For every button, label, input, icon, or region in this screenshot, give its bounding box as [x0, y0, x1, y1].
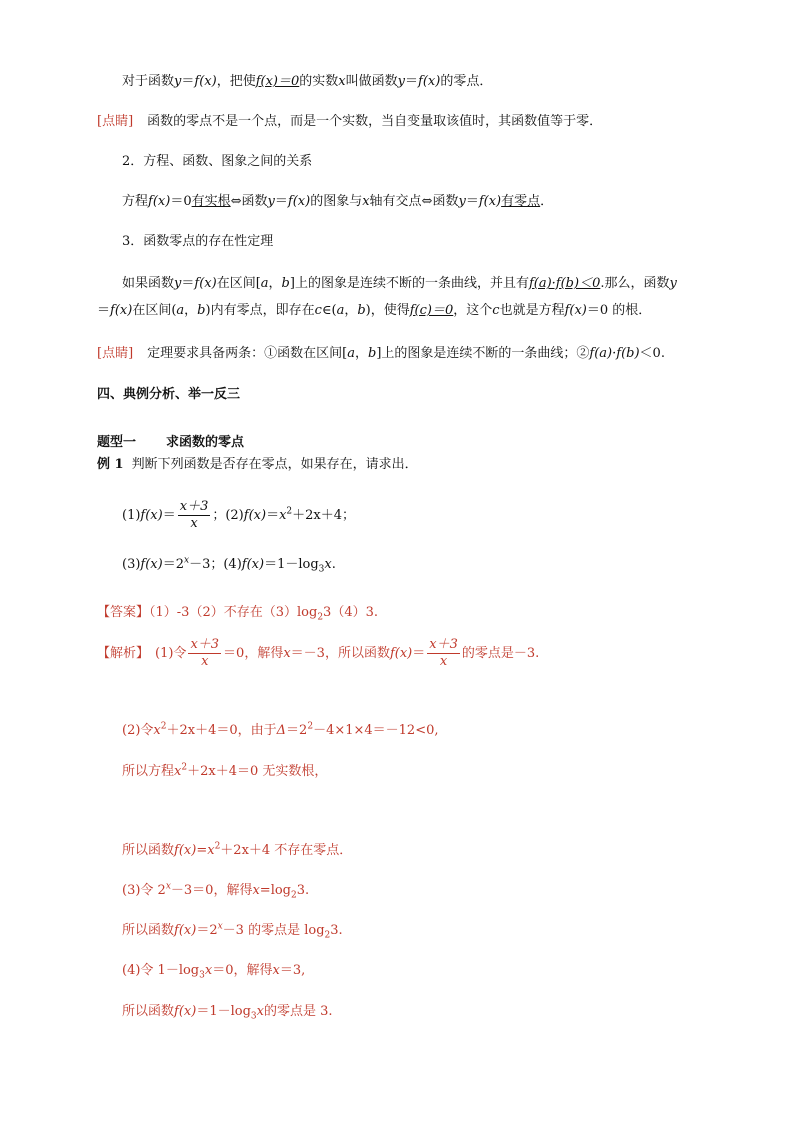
note-tag: [点睛] — [97, 114, 134, 129]
solution-4-line-2: 所以函数$f(x)=1-\log_3x$的零点是 3. — [122, 1004, 333, 1022]
analysis-tag: 【解析】 — [97, 646, 150, 661]
answer-line: 【答案】（1）-3（2）不存在$(3)\log_23(4)3$. — [97, 605, 378, 623]
solution-2-line-2: 所以方程$x^2+2x+4=0$ 无实数根， — [122, 762, 328, 779]
solution-3-line-2: 所以函数$f(x)=2^x-3$ 的零点是 $\log_23$. — [122, 921, 343, 941]
fraction: $\frac{x+3}{x}$ — [429, 637, 458, 669]
solution-4-line-1: (4)令 $1-\log_3x=0$，解得x＝3, — [122, 963, 306, 981]
definition-line: 对于函数y＝f(x)，把使f(x)＝0的实数x叫做函数y＝f(x)的零点． — [122, 74, 493, 89]
type-1-heading: 题型一 求函数的零点 — [97, 435, 245, 450]
theorem-line-1: 如果函数y＝f(x)在区间[a，b]上的图象是连续不断的一条曲线，并且有f(a)·f(b)＜0.那么，函数y — [122, 276, 677, 291]
equivalence-line: 方程f(x)＝0有实根⇔函数y＝f(x)的图象与x轴有交点⇔函数y＝f(x)有零点． — [122, 194, 554, 209]
section-4-heading: 四、典例分析、举一反三 — [97, 387, 241, 402]
note-2: [点睛] 定理要求具备两条：①函数在区间[a，b]上的图象是连续不断的一条曲线；②f(a)·f(b)＜0. — [97, 346, 665, 361]
zero-condition: f(x)＝0 — [255, 74, 300, 89]
theorem-line-2: ＝f(x)在区间(a，b)内有零点，即存在c∈(a，b)，使得f(c)＝0，这个c也就是方程f(x)＝0 的根． — [97, 303, 652, 318]
fraction: $\frac{x+3}{x}$ — [190, 637, 220, 669]
note-tag: [点睛] — [97, 346, 134, 361]
answer-tag: 【答案】 — [97, 605, 150, 620]
question-1-2: (1)f(x)＝ $\frac{x+3}{x}$ ；$(2)f(x)=x^2+2x+4$； — [122, 499, 356, 531]
section-2-title: 2．方程、函数、图象之间的关系 — [122, 154, 313, 169]
example-1: 例 1 判断下列函数是否存在零点，如果存在，请求出． — [97, 457, 418, 472]
fraction: $\frac{x+3}{x}$ — [179, 499, 209, 531]
solution-2-line-1: (2)令$x^2+2x+4=0$，由于$\Delta=2^2-4\times 1\times 4=-12<0$, — [122, 721, 439, 738]
solution-3-line-1: (3)令 $2^x-3=0$，解得$x=\log_23$. — [122, 881, 310, 901]
solution-2-line-3: 所以函数$f(x)=x^2+2x+4$ 不存在零点． — [122, 841, 353, 858]
analysis-line-1: 【解析】 (1)令 $\frac{x+3}{x}$ ＝0，解得x＝－3，所以函数f(x)＝ $\frac{x+3}{x}$ 的零点是－3. — [97, 637, 540, 669]
note-1: [点睛] 函数的零点不是一个点，而是一个实数，当自变量取该值时，其函数值等于零． — [97, 114, 603, 129]
section-3-title: 3．函数零点的存在性定理 — [122, 234, 274, 249]
question-3-4: $(3)f(x)=2^x-3$；$(4)f(x)=1-\log_3x$. — [122, 555, 336, 575]
